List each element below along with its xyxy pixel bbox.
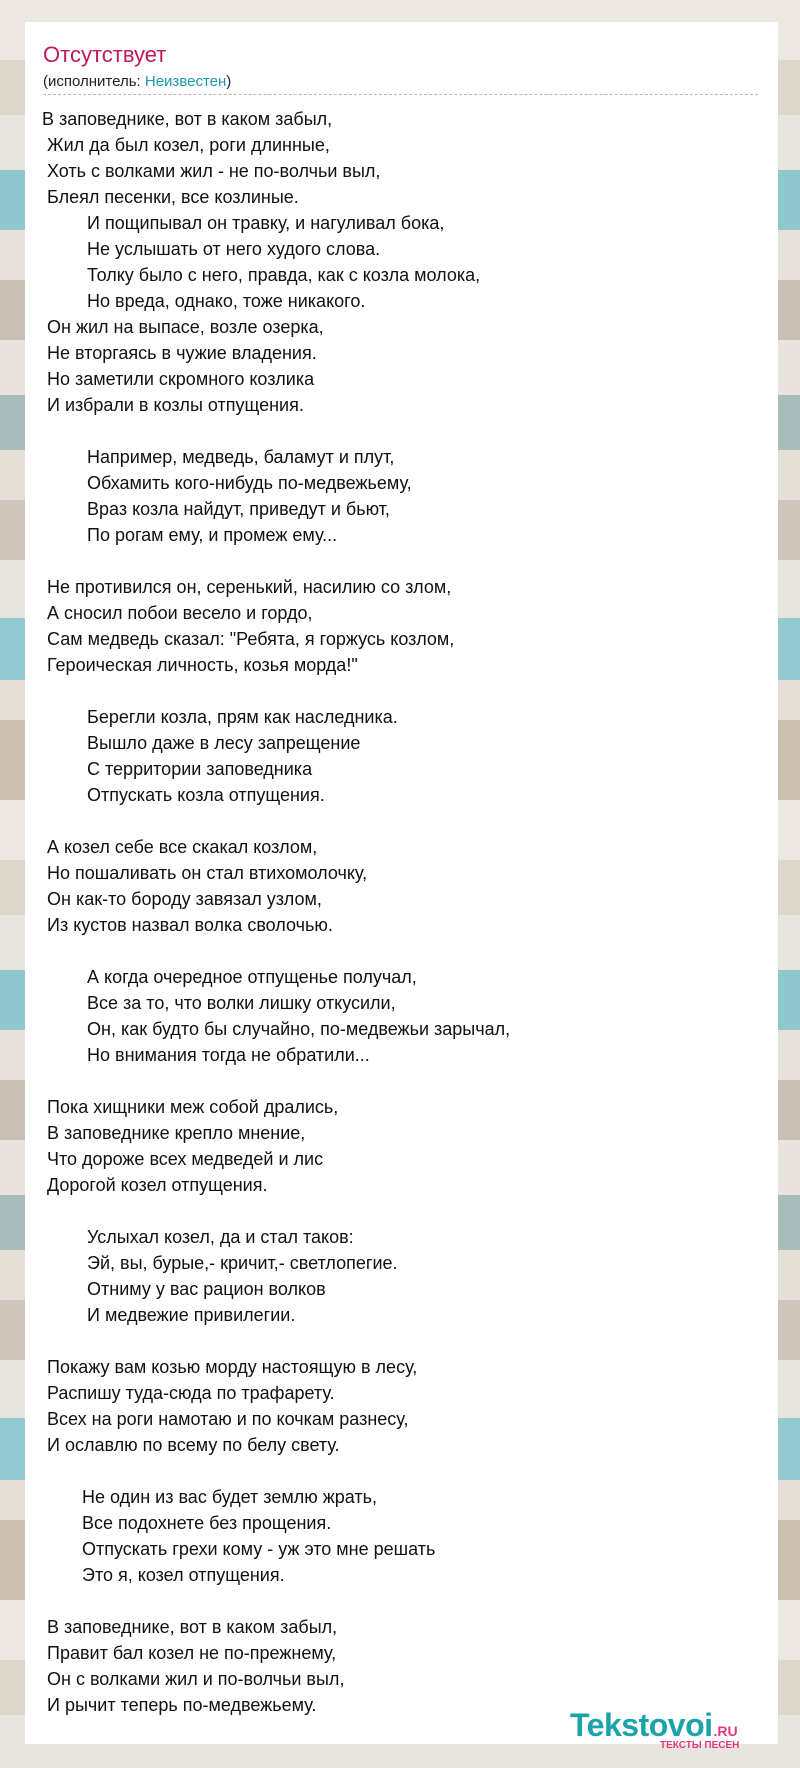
lyric-line: А когда очередное отпущенье получал, [42,967,417,987]
logo-tld: .RU [713,1723,738,1739]
lyric-line: Услыхал козел, да и стал таков: [42,1227,354,1247]
lyric-line: А сносил побои весело и гордо, [42,603,313,623]
lyric-line: Но внимания тогда не обратили... [42,1045,370,1065]
song-title: Отсутствует [43,42,167,67]
lyric-line: Распишу туда-сюда по трафарету. [42,1383,335,1403]
lyric-line: Отниму у вас рацион волков [42,1279,326,1299]
lyric-line: Он как-то бороду завязал узлом, [42,889,322,909]
lyric-line: Враз козла найдут, приведут и бьют, [42,499,390,519]
stanza-break [42,1328,762,1354]
lyrics-card [25,22,778,1744]
lyric-line: Героическая личность, козья морда!" [42,655,358,675]
lyric-line: Вышло даже в лесу запрещение [42,733,361,753]
lyric-line: Отпускать козла отпущения. [42,785,325,805]
lyric-line: В заповеднике крепло мнение, [42,1123,306,1143]
stanza-break [42,1068,762,1094]
lyric-line: Он жил на выпасе, возле озерка, [42,317,324,337]
lyric-line: Эй, вы, бурые,- кричит,- светлопегие. [42,1253,398,1273]
stanza-break [42,1588,762,1614]
lyrics-text [42,106,762,1718]
lyric-line: И медвежие привилегии. [42,1305,296,1325]
lyric-line: Но пошаливать он стал втихомолочку, [42,863,368,883]
lyric-line: И рычит теперь по-медвежьему. [42,1695,317,1715]
lyric-line: Жил да был козел, роги длинные, [42,135,330,155]
stanza-break [42,1458,762,1484]
lyric-line: Например, медведь, баламут и плут, [42,447,395,467]
divider [43,94,758,95]
lyric-line: Все за то, что волки лишку откусили, [42,993,396,1013]
lyric-line: Это я, козел отпущения. [42,1565,285,1585]
lyric-line: Не вторгаясь в чужие владения. [42,343,317,363]
lyric-line: Покажу вам козью морду настоящую в лесу, [42,1357,418,1377]
lyric-line: И ославлю по всему по белу свету. [42,1435,340,1455]
lyric-line: Хоть с волками жил - не по-волчьи выл, [42,161,381,181]
lyric-line: Все подохнете без прощения. [42,1513,332,1533]
stanza-break [42,418,762,444]
lyric-line: Блеял песенки, все козлиные. [42,187,299,207]
site-logo[interactable] [570,1707,738,1751]
lyric-line: И избрали в козлы отпущения. [42,395,304,415]
lyric-line: Он, как будто бы случайно, по-медвежьи зарычал, [42,1019,511,1039]
logo-tagline: ТЕКСТЫ ПЕСЕН [660,1740,740,1751]
lyric-line: Толку было с него, правда, как с козла молока, [42,265,481,285]
lyric-line: Не один из вас будет землю жрать, [42,1487,378,1507]
lyric-line: С территории заповедника [42,759,313,779]
lyric-line: Не услышать от него худого слова. [42,239,381,259]
lyric-line: Берегли козла, прям как наследника. [42,707,398,727]
lyric-line: Дорогой козел отпущения. [42,1175,268,1195]
lyric-line: В заповеднике, вот в каком забыл, [42,1617,338,1637]
lyric-line: Сам медведь сказал: "Ребята, я горжусь козлом, [42,629,455,649]
lyric-line: В заповеднике, вот в каком забыл, [42,109,333,129]
lyric-line: Правит бал козел не по-прежнему, [42,1643,337,1663]
lyric-line: Не противился он, серенький, насилию со злом, [42,577,452,597]
artist-link[interactable]: Неизвестен [144,73,227,90]
artist-prefix: (исполнитель: [43,73,145,90]
lyric-line: И пощипывал он травку, и нагуливал бока, [42,213,445,233]
lyric-line: Обхамить кого-нибудь по-медвежьему, [42,473,412,493]
lyric-line: Но заметили скромного козлика [42,369,315,389]
lyric-line: По рогам ему, и промеж ему... [42,525,338,545]
lyric-line: Пока хищники меж собой дрались, [42,1097,339,1117]
lyric-line: А козел себе все скакал козлом, [42,837,318,857]
lyric-line: Но вреда, однако, тоже никакого. [42,291,366,311]
artist-line [43,73,231,90]
lyric-line: Всех на роги намотаю и по кочкам разнесу, [42,1409,409,1429]
lyric-line: Что дороже всех медведей и лис [42,1149,324,1169]
artist-suffix: ) [226,73,232,90]
stanza-break [42,548,762,574]
stanza-break [42,1198,762,1224]
lyric-line: Он с волками жил и по-волчьи выл, [42,1669,345,1689]
lyric-line: Из кустов назвал волка сволочью. [42,915,333,935]
lyric-line: Отпускать грехи кому - уж это мне решать [42,1539,436,1559]
stanza-break [42,938,762,964]
logo-name: Tekstovoi [570,1707,713,1743]
stanza-break [42,678,762,704]
stanza-break [42,808,762,834]
